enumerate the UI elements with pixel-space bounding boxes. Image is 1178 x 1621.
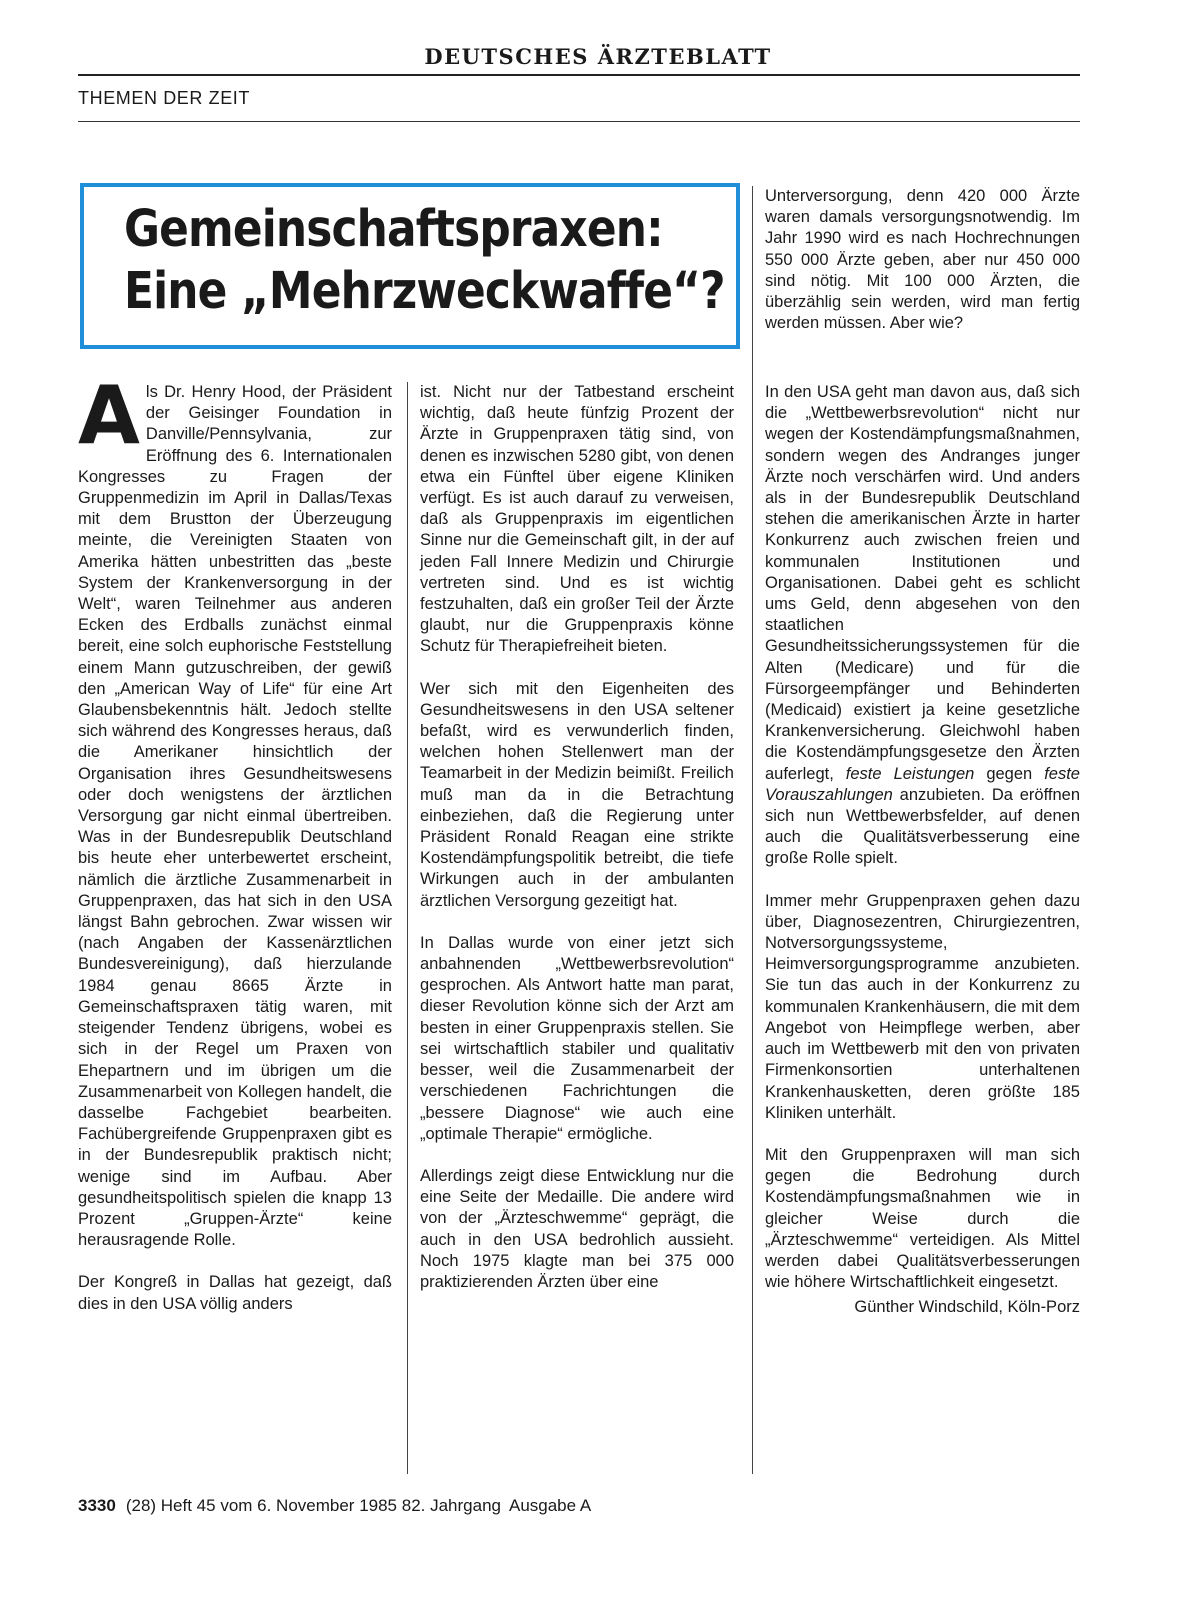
paragraph: Der Kongreß in Dallas hat gezeigt, daß dies in den USA völlig anders (78, 1273, 392, 1313)
page-footer (78, 1496, 591, 1516)
issue-info: (28) Heft 45 vom 6. November 1985 82. Jahrgang (125, 1496, 501, 1515)
paragraph (78, 369, 392, 1251)
paragraph-text: gegen (986, 764, 1033, 783)
section-rule (78, 121, 1080, 122)
paragraph (765, 382, 1080, 870)
column-3-top (765, 186, 1080, 355)
title-frame (80, 183, 740, 349)
paragraph: Immer mehr Gruppenpraxen gehen dazu über, Diagnosezentren, Chirurgiezentren, Notversorgungssysteme, Heimversorgungsprogramme anzubieten. Sie tun das auch in der Konkurrenz zu kommunalen Krankenhäusern, die mit dem Angebot von Heimpflege werben, aber auch im Wettbewerb mit den von privaten Firmenkonsortien unterhaltenen Krankenhausketten, deren größte 185 Kliniken unterhält. (765, 891, 1080, 1122)
title-line-1: Gemeinschaftspraxen: (124, 200, 663, 259)
paragraph-text: anzubieten. Da eröffnen sich nun Wettbewerbsfelder, auf denen auch die Qualitätsverbesserung eine große Rolle spielt. (765, 785, 1080, 868)
paragraph: Unterversorgung, denn 420 000 Ärzte waren damals versorgungsnotwendig. Im Jahr 1990 wird es nach Hochrechnungen 550 000 Ärzte geben, aber nur 450 000 sind nötig. Mit 100 000 Ärzten, die überzählig sein werden, wird man fertig werden müssen. Aber wie? (765, 187, 1080, 333)
masthead: DEUTSCHES ÄRZTEBLATT (424, 44, 772, 69)
title-line-2: Eine „Mehrzweckwaffe“? (124, 262, 725, 321)
paragraph-text: ls Dr. Henry Hood, der Präsident der Geisinger Foundation in Danville/Pennsylvania, zur Eröffnung des 6. Internationalen Kongresses zu Fragen der Gruppenmedizin im April in Dallas/Texas mit dem Brustton der Überzeugung meinte, die Vereinigten Staaten von Amerika hätten unbestritten das „beste System der Krankenversorgung in der Welt“, waren Teilnehmer aus anderen Ecken des Erdballs zunächst einmal bereit, eine solch euphorische Feststellung einem Mann gutzuschreiben, der gewiß den „American Way of Life“ für eine Art Glaubensbekenntnis hält. Jedoch stellte sich während des Kongresses heraus, daß die Amerikaner hinsichtlich der Organisation ihres Gesundheitswesens oder doch wenigstens der ärztlichen Versorgung gar nicht einmal übertreiben. Was in der Bundesrepublik Deutschland bis heute eher unterbewertet erscheint, nämlich die ärztliche Zusammenarbeit in Gruppenpraxen, das hat sich in den USA längst Bahn gebrochen. Zwar wissen wir (nach Angaben der Kassenärztlichen Bundesvereinigung), daß hierzulande 1984 genau 8665 Ärzte in Gemeinschaftspraxen tätig waren, mit steigender Tendenz übrigens, wobei es sich in der Regel um Praxen von Ehepartnern und im übrigen um die Zusammenarbeit von Kollegen handelt, die dasselbe Fachgebiet bearbeiten. Fachübergreifende Gruppenpraxen gibt es in der Bundesrepublik praktisch nicht; wenige sind im Aufbau. Aber gesundheitspolitisch spielen die knapp 13 Prozent „Gruppen-Ärzte“ keine herausragende Rolle. (78, 383, 392, 1250)
article-title (124, 199, 725, 323)
drop-cap: A (78, 369, 140, 462)
section-label: THEMEN DER ZEIT (78, 88, 251, 108)
column-3 (765, 382, 1080, 1319)
author-byline: Günther Windschild, Köln-Porz (854, 1298, 1080, 1317)
column-divider (407, 382, 408, 1474)
column-2 (420, 382, 734, 1314)
paragraph: In Dallas wurde von einer jetzt sich anbahnenden „Wettbewerbsrevolution“ gesprochen. Als Antwort hatte man parat, dieser Revolution könne sich der Arzt am besten in einer Gruppenpraxis stellen. Sie sei wirtschaftlich stabiler und qualitativ besser, weil die Zusammenarbeit der verschiedenen Fachrichtungen die „bessere Diagnose“ wie auch eine „optimale Therapie“ ermögliche. (420, 933, 734, 1143)
paragraph: Allerdings zeigt diese Entwicklung nur die eine Seite der Medaille. Die andere wird von der „Ärzteschwemme“ geprägt, die auch in den USA bedrohlich aussieht. Noch 1975 klagte man bei 375 000 praktizierenden Ärzten über eine (420, 1166, 734, 1291)
paragraph-text: In den USA geht man davon aus, daß sich die „Wettbewerbsrevolution“ nicht nur wegen der Kostendämpfungsmaßnahmen, sondern wegen des Andranges junger Ärzte noch verschärfen wird. Und anders als in der Bundesrepublik Deutschland stehen die amerikanischen Ärzte in harter Konkurrenz auch zwischen freien und kommunalen Institutionen und Organisationen. Dabei geht es schlicht ums Geld, denn abgesehen von den staatlichen Gesundheitssicherungssystemen für die Alten (Medicare) und für die Fürsorgeempfänger und Behinderten (Medicaid) existiert ja keine gesetzliche Krankenversicherung. Gleichwohl haben die Kostendämpfungsgesetze den Ärzten auferlegt, (765, 383, 1080, 783)
paragraph: ist. Nicht nur der Tatbestand erscheint wichtig, daß heute fünfzig Prozent der Ärzte in Gruppenpraxen tätig sind, von denen es inzwischen 5280 gibt, von denen etwa ein Fünftel über eigene Kliniken verfügt. Es ist auch darauf zu verweisen, daß als Gruppenpraxis im eigentlichen Sinne nur die Gemeinschaft gilt, in der auf jeden Fall Innere Medizin und Chirurgie vertreten sind. Und es ist wichtig festzuhalten, daß ein großer Teil der Ärzte glaubt, nur die Gruppenpraxis könne Schutz für Therapiefreiheit bieten. (420, 383, 734, 656)
edition-label: Ausgabe A (508, 1496, 592, 1515)
paragraph: Mit den Gruppenpraxen will man sich gegen die Bedrohung durch Kostendämpfungsmaßnahmen wie in gleicher Weise durch die „Ärzteschwemme“ verteidigen. Als Mittel werden dabei Qualitätsverbesserungen wie höhere Wirtschaftlichkeit eingesetzt. (765, 1145, 1080, 1292)
paragraph: Wer sich mit den Eigenheiten des Gesundheitswesens in den USA seltener befaßt, wird es verwunderlich finden, welchen hohen Stellenwert man der Teamarbeit in der Medizin beimißt. Freilich muß man da in die Betrachtung einbeziehen, daß die Regierung unter Präsident Ronald Reagan eine strikte Kostendämpfungspolitik betreibt, die tiefe Wirkungen auch in der ambulanten ärztlichen Versorgung gezeitigt hat. (420, 679, 734, 910)
emphasis: feste Vorauszahlungen (765, 764, 1080, 804)
emphasis: feste Leistungen (845, 764, 975, 783)
column-1 (78, 369, 392, 1336)
page-number: 3330 (78, 1496, 116, 1515)
masthead-rule (78, 74, 1080, 76)
column-divider (752, 186, 753, 1474)
